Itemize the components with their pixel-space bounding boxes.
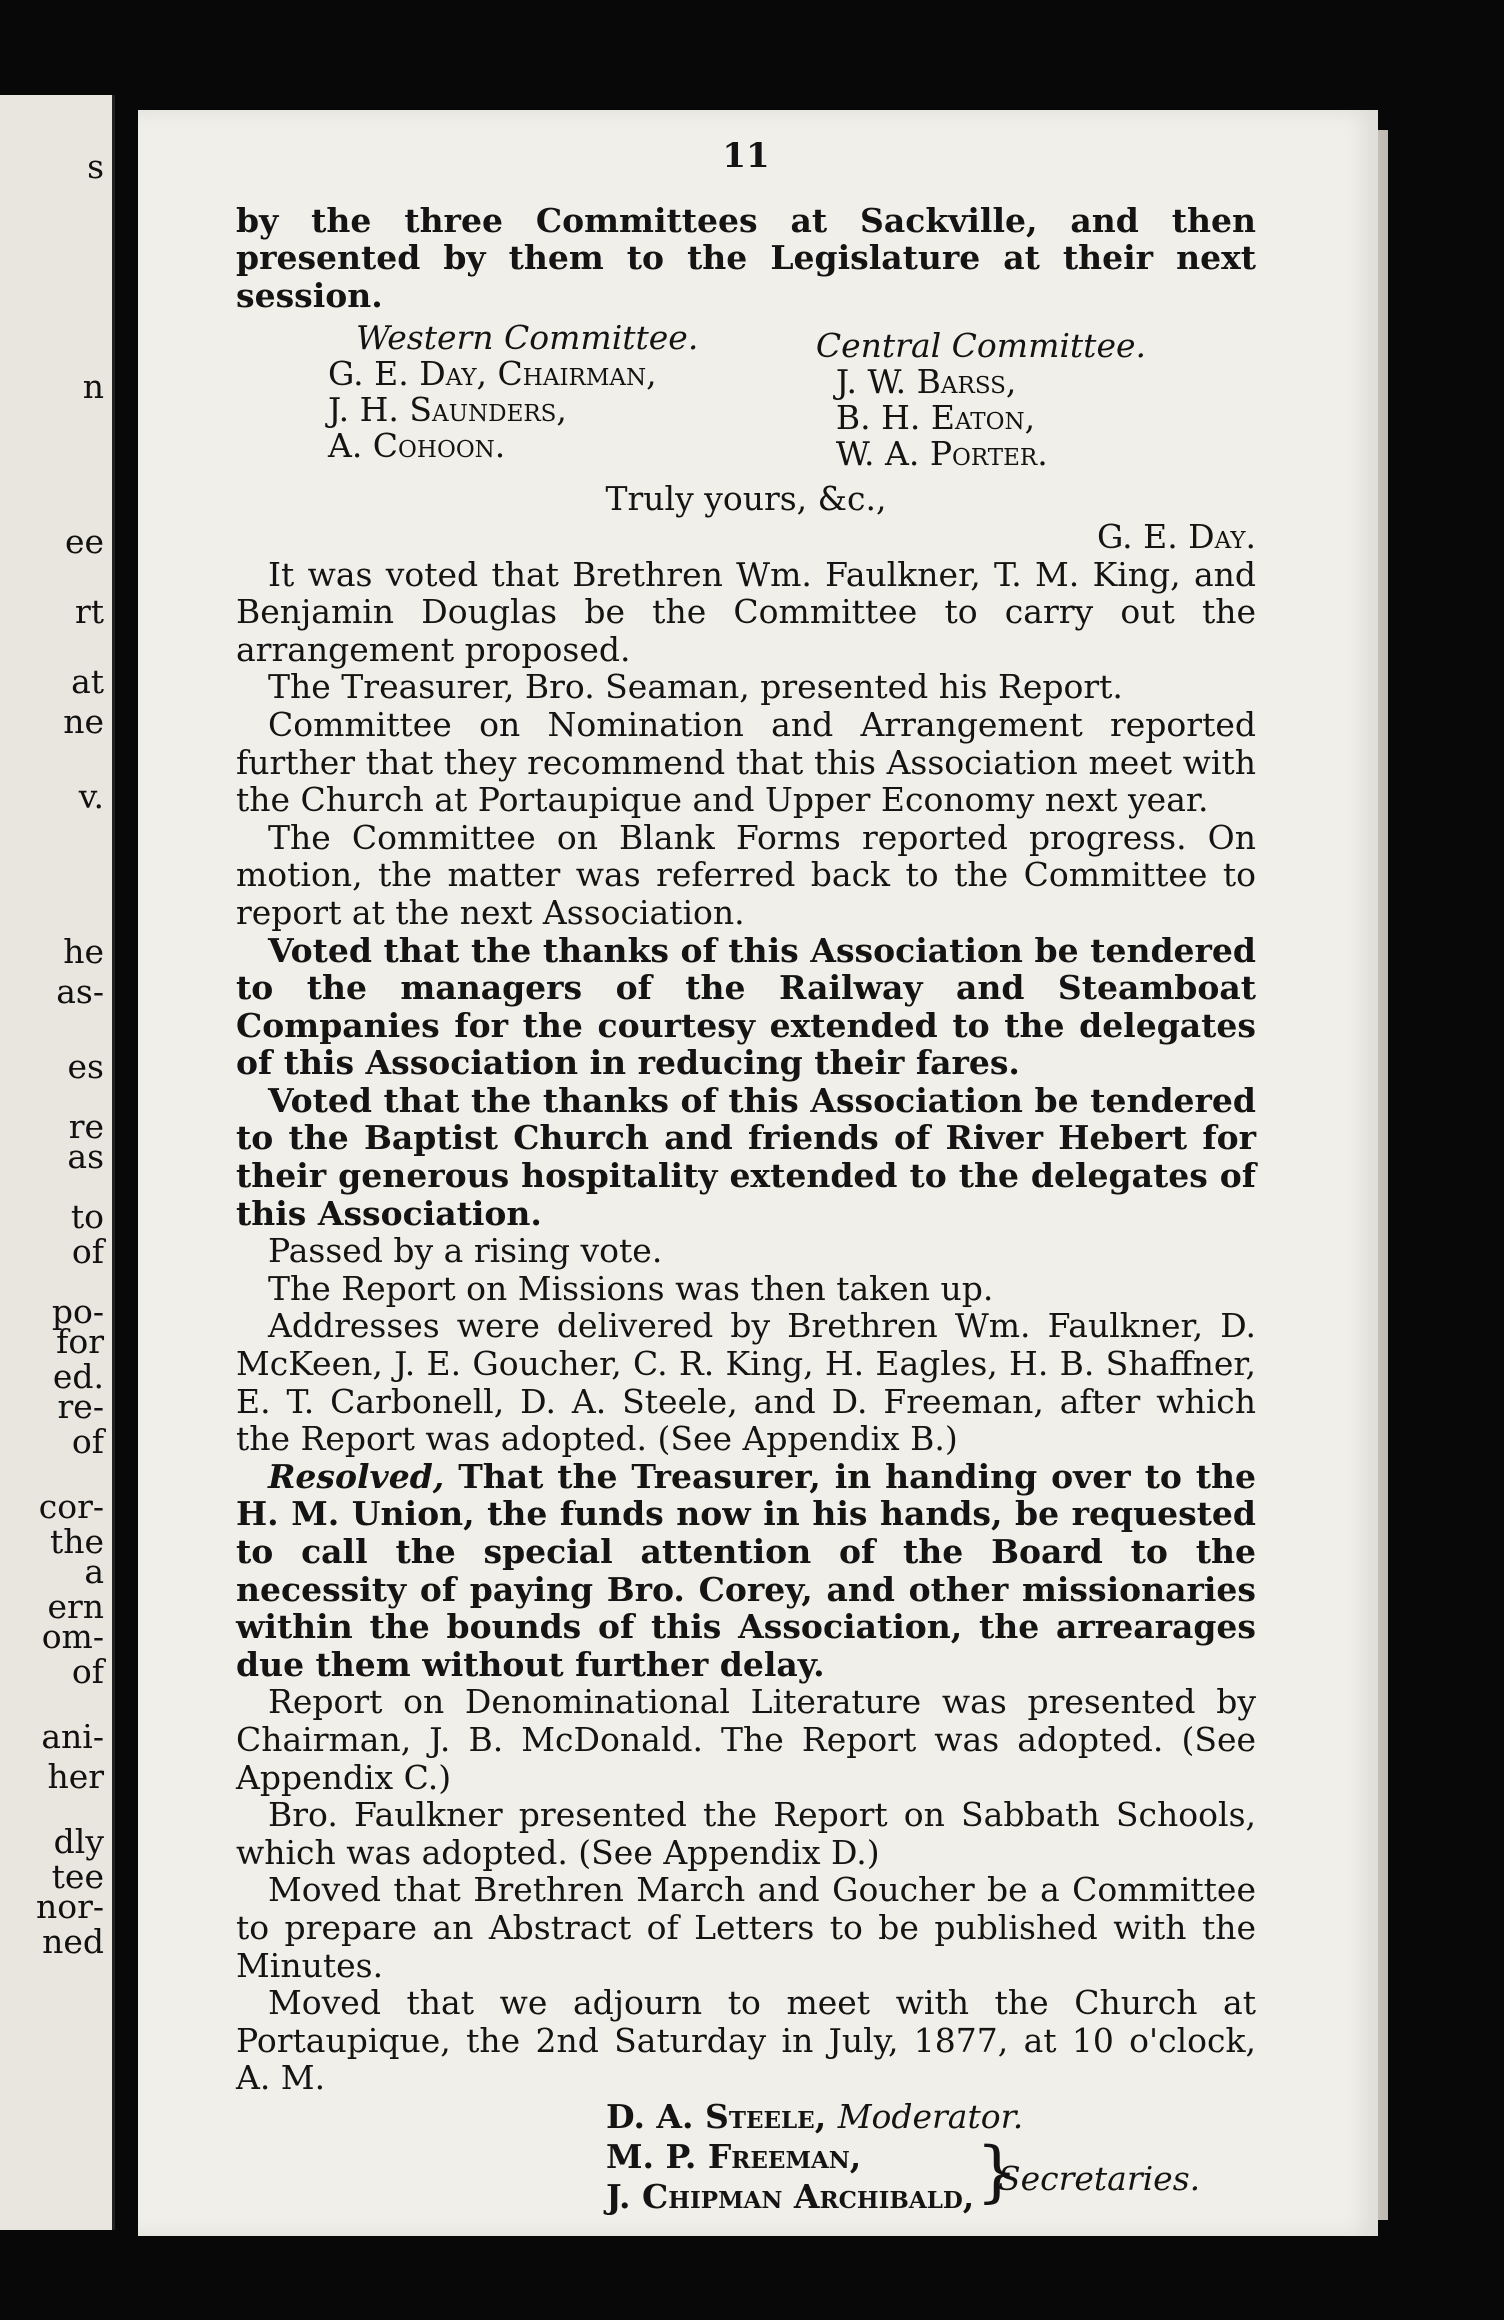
facing-page-text: ern [47, 1587, 104, 1626]
minutes-paragraph: Voted that the thanks of this Association be tendered to the managers of the Railway and Steamboat Companies for the courtesy extended to the delegates of this Association in reducing their fares. [236, 930, 1256, 1083]
resolved-label: Resolved, [268, 1456, 445, 1496]
facing-page-text: her [47, 1757, 104, 1796]
closing-salutation: Truly yours, &c., [605, 479, 887, 519]
facing-page-text: ee [64, 522, 104, 561]
facing-page-text: of [71, 1422, 104, 1461]
secretary-name: J. Chipman Archibald, [606, 2176, 975, 2216]
committees-block [236, 320, 1256, 472]
western-committee [328, 320, 698, 472]
facing-page-text: ne [63, 702, 104, 741]
facing-page-text: v. [78, 777, 104, 816]
minutes-paragraph: Bro. Faulkner presented the Report on Sabbath Schools, which was adopted. (See Appendix D.) [236, 1795, 1256, 1872]
moderator-name: D. A. Steele, [606, 2096, 827, 2136]
resolution-paragraph [236, 1458, 1256, 1684]
facing-page-text: ned [42, 1922, 104, 1961]
central-member: B. H. Eaton, [835, 398, 1036, 438]
facing-page-text: to [70, 1197, 104, 1236]
letter-signature: G. E. Day. [1096, 516, 1256, 556]
facing-page-text: a [84, 1552, 104, 1591]
minutes-paragraph: Addresses were delivered by Brethren Wm. Faulkner, D. McKeen, J. E. Goucher, C. R. King, H. Eagles, H. B. Shaffner, E. T. Carbonell, D. A. Steele, and D. Freeman, after which the Report was adopted. (See Appendix B.) [236, 1306, 1256, 1459]
minutes-paragraph: Committee on Nomination and Arrangement reported further that they recommend that this Association meet with the Church at Portaupique and Upper Economy next year. [236, 704, 1256, 820]
facing-page-text: as [67, 1137, 104, 1176]
facing-page-text: he [63, 932, 104, 971]
minutes-paragraph: Moved that we adjourn to meet with the Church at Portaupique, the 2nd Saturday in July, 1877, at 10 o'clock, A. M. [236, 1983, 1256, 2098]
facing-page-text: the [49, 1522, 104, 1561]
page-content [236, 138, 1256, 2217]
facing-page-text: tee [51, 1857, 104, 1896]
facing-page-text: n [82, 367, 104, 406]
minutes-paragraph: Voted that the thanks of this Association be tendered to the Baptist Church and friends of River Hebert for their generous hospitality extended to the delegates of this Association. [236, 1080, 1256, 1233]
central-heading: Central Committee. [815, 326, 1146, 366]
moderator-title: Moderator. [837, 2096, 1024, 2136]
central-member: W. A. Porter. [835, 434, 1048, 474]
western-member: G. E. Day, Chairman, [328, 354, 657, 394]
minutes-paragraph: Moved that Brethren March and Goucher be a Committee to prepare an Abstract of Letters to be published with the Minutes. [236, 1870, 1256, 1985]
moderator-line [606, 2097, 1256, 2137]
facing-page-text: re- [57, 1387, 104, 1426]
facing-page-text: s [87, 147, 104, 186]
minutes-paragraph: The Report on Missions was then taken up. [268, 1268, 994, 1308]
facing-page-text: es [67, 1047, 104, 1086]
minutes-paragraph: Passed by a rising vote. [268, 1231, 663, 1271]
facing-page-text: rt [74, 592, 104, 631]
facing-page-text: ed. [52, 1357, 104, 1396]
secretary-name: M. P. Freeman, [606, 2136, 862, 2176]
western-member: J. H. Saunders, [328, 390, 567, 430]
facing-page-text: om- [41, 1617, 104, 1656]
opening-paragraph: by the three Committees at Sackville, and then presented by them to the Legislature at their next session. [236, 200, 1256, 315]
western-member: A. Cohoon. [328, 426, 506, 466]
facing-page-fragment [0, 95, 115, 2230]
facing-page-text: at [71, 662, 104, 701]
central-member: J. W. Barss, [835, 362, 1017, 402]
secretaries-label: Secretaries. [998, 2158, 1201, 2198]
facing-page-text: of [71, 1652, 104, 1691]
minutes-paragraph: It was voted that Brethren Wm. Faulkner, T. M. King, and Benjamin Douglas be the Committee to carry out the arrangement proposed. [236, 554, 1256, 669]
minutes-paragraph: Report on Denominational Literature was presented by Chairman, J. B. McDonald. The Report was adopted. (See Appendix C.) [236, 1682, 1256, 1797]
facing-page-text: re [68, 1107, 104, 1146]
facing-page-text: as- [56, 972, 104, 1011]
officers-signatures [606, 2097, 1256, 2217]
western-heading: Western Committee. [356, 318, 699, 358]
resolution-text: That the Treasurer, in handing over to the H. M. Union, the funds now in his hands, be requested to call the special attention of the Board to the necessity of paying Bro. Corey, and other missionaries within the bounds of this Association, the arrearages due them without further delay. [236, 1456, 1256, 1684]
facing-page-text: for [56, 1322, 104, 1361]
facing-page-text: of [71, 1232, 104, 1271]
facing-page-text: dly [53, 1822, 104, 1861]
central-committee [815, 326, 1146, 474]
facing-page-text: ani- [41, 1717, 104, 1756]
minutes-paragraph: The Treasurer, Bro. Seaman, presented his Report. [268, 667, 1123, 707]
brace-glyph: } [976, 2132, 1018, 2210]
page-number: 11 [722, 136, 770, 176]
facing-page-text: nor- [35, 1887, 104, 1926]
minutes-paragraph: The Committee on Blank Forms reported progress. On motion, the matter was referred back to the Committee to report at the next Association. [236, 817, 1256, 932]
facing-page-text: po- [51, 1292, 104, 1331]
facing-page-text: cor- [38, 1487, 104, 1526]
